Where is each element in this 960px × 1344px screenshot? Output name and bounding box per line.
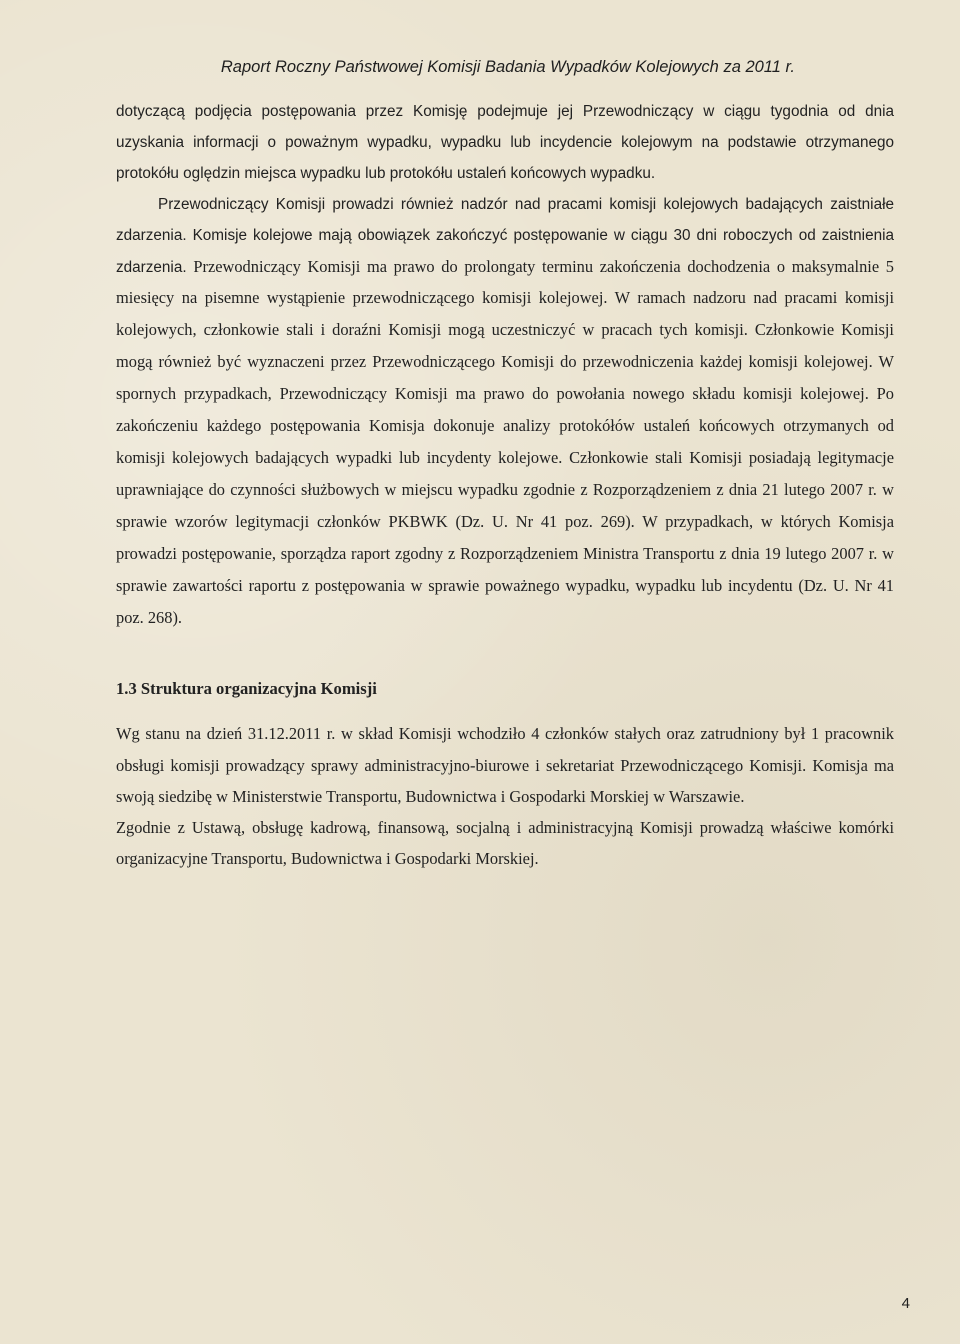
section-heading: 1.3 Struktura organizacyjna Komisji (116, 679, 377, 699)
paragraph-supervision-serif-text: Przewodniczący Komisji ma prawo do prolongaty terminu zakończenia dochodzenia o maksymalnie 5 miesięcy na pisemne wystąpienie przewodniczącego komisji kolejowej. W ramach nadzoru nad pracami komisji kolejowych, członkowie stali i doraźni Komisji mogą uczestniczyć w pracach tych komisji. Członkowie Komisji mogą również być wyznaczeni przez Przewodniczącego Komisji do przewodniczenia każdej komisji kolejowej. W spornych przypadkach, Przewodniczący Komisji ma prawo do powołania nowego składu komisji kolejowej. Po zakończeniu każdego postępowania Komisja dokonuje analizy protokółów ustaleń końcowych otrzymanych od komisji kolejowych badających wypadki lub incydenty kolejowe. Członkowie stali Komisji posiadają legitymacje uprawniające do czynności służbowych w miejscu wypadku zgodnie z Rozporządzeniem z dnia 21 lutego 2007 r. w sprawie wzorów legitymacji członków PKBWK (Dz. U. Nr 41 poz. 269). W przypadkach, w których Komisja prowadzi postępowanie, sporządza raport zgodny z Rozporządzeniem Ministra Transportu z dnia 19 lutego 2007 r. w sprawie zawartości raportu z postępowania w sprawie poważnego wypadku, wypadku lub incydentu (Dz. U. Nr 41 poz. 268). (116, 256, 894, 627)
page-content (116, 97, 894, 874)
paragraph-administration: Zgodnie z Ustawą, obsługę kadrową, finansową, socjalną i administracyjną Komisji prowadzą właściwe komórki organizacyjne Transportu, Budownictwa i Gospodarki Morskiej. (116, 818, 894, 869)
paragraph-continuation: dotyczącą podjęcia postępowania przez Komisję podejmuje jej Przewodniczący w ciągu tygodnia od dnia uzyskania informacji o poważnym wypadku, wypadku lub incydencie kolejowym na podstawie otrzymanego protokółu oględzin miejsca wypadku lub protokółu ustaleń końcowych wypadku. (116, 103, 894, 182)
paragraph-supervision (116, 190, 894, 635)
running-header: Raport Roczny Państwowej Komisji Badania Wypadków Kolejowych za 2011 r. (220, 58, 795, 76)
page-number: 4 (901, 1295, 910, 1312)
paragraph-supervision-sans-text: Przewodniczący Komisji prowadzi również nadzór nad pracami komisji kolejowych badających zaistniałe zdarzenia. Komisje kolejowe mają obowiązek zakończyć postępowanie w ciągu 30 dni roboczych od zaistnienia zdarzenia. (116, 195, 894, 276)
paragraph-structure: Wg stanu na dzień 31.12.2011 r. w skład Komisji wchodziło 4 członków stałych oraz zatrudniony był 1 pracownik obsługi komisji prowadzący sprawy administracyjno-biurowe i sekretariat Przewodniczącego Komisji. Komisja ma swoją siedzibę w Ministerstwie Transportu, Budownictwa i Gospodarki Morskiej w Warszawie. (116, 724, 894, 806)
